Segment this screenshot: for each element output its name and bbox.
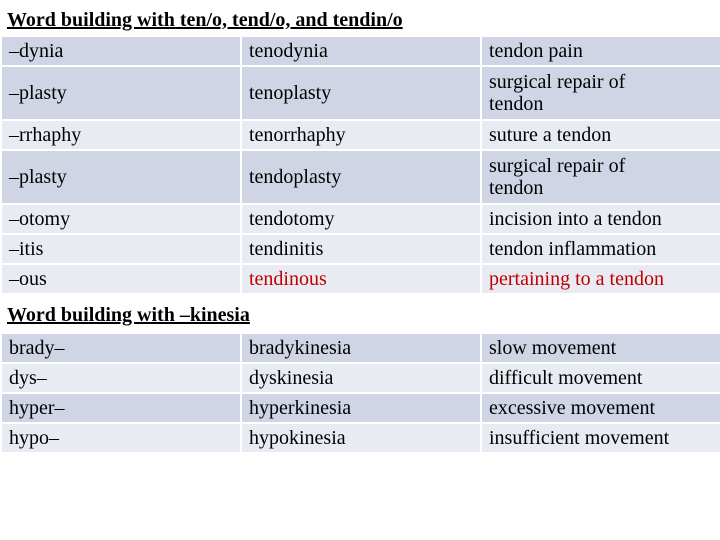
table-row — [1, 150, 720, 204]
table-row — [1, 393, 720, 423]
suffix-cell: –ous — [1, 264, 241, 294]
suffix-cell: –dynia — [1, 36, 241, 66]
term-cell: bradykinesia — [241, 333, 481, 363]
section1-heading: Word building with ten/o, tend/o, and tendin/o — [7, 9, 403, 31]
term-cell: tenodynia — [241, 36, 481, 66]
suffix-cell: –otomy — [1, 204, 241, 234]
meaning-cell: slow movement — [481, 333, 720, 363]
table-row — [1, 204, 720, 234]
meaning-cell: excessive movement — [481, 393, 720, 423]
term-cell: hyperkinesia — [241, 393, 481, 423]
term-cell: tendoplasty — [241, 150, 481, 204]
term-cell: tendinitis — [241, 234, 481, 264]
prefix-cell: hypo– — [1, 423, 241, 453]
prefix-cell: dys– — [1, 363, 241, 393]
meaning-cell: tendon pain — [481, 36, 720, 66]
meaning-cell: suture a tendon — [481, 120, 720, 150]
table-row — [1, 333, 720, 363]
term-cell: tendinous — [241, 264, 481, 294]
table-row — [1, 423, 720, 453]
term-cell: hypokinesia — [241, 423, 481, 453]
meaning-cell: incision into a tendon — [481, 204, 720, 234]
term-cell: tenorrhaphy — [241, 120, 481, 150]
meaning-cell: tendon inflammation — [481, 234, 720, 264]
kinesia-word-table — [0, 332, 720, 454]
suffix-cell: –itis — [1, 234, 241, 264]
table-row — [1, 363, 720, 393]
meaning-cell: surgical repair of tendon — [481, 150, 720, 204]
table-row — [1, 66, 720, 120]
term-cell: tenoplasty — [241, 66, 481, 120]
suffix-cell: –plasty — [1, 66, 241, 120]
meaning-cell: difficult movement — [481, 363, 720, 393]
meaning-cell: pertaining to a tendon — [481, 264, 720, 294]
table-row — [1, 264, 720, 294]
tendon-word-table — [0, 35, 720, 295]
suffix-cell: –plasty — [1, 150, 241, 204]
prefix-cell: brady– — [1, 333, 241, 363]
meaning-cell: insufficient movement — [481, 423, 720, 453]
term-cell: tendotomy — [241, 204, 481, 234]
prefix-cell: hyper– — [1, 393, 241, 423]
term-cell: dyskinesia — [241, 363, 481, 393]
table-row — [1, 36, 720, 66]
suffix-cell: –rrhaphy — [1, 120, 241, 150]
table-row — [1, 120, 720, 150]
section2-heading: Word building with –kinesia — [7, 304, 250, 326]
table-row — [1, 234, 720, 264]
meaning-cell: surgical repair of tendon — [481, 66, 720, 120]
